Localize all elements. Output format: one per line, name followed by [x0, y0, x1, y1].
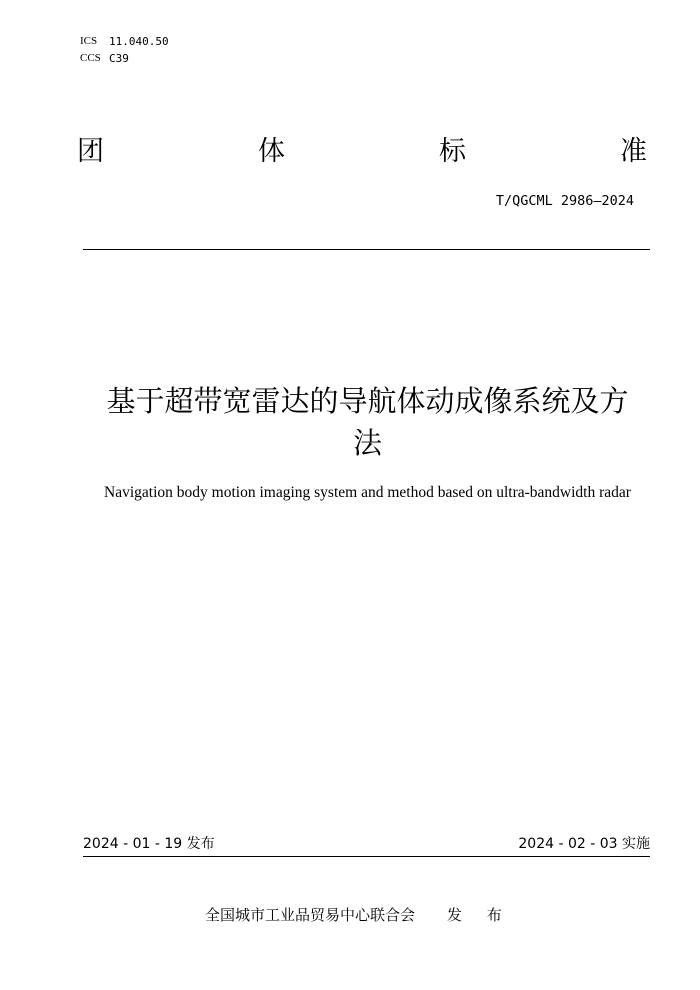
classification-codes: [80, 33, 169, 67]
ccs-label: CCS: [80, 52, 101, 64]
ics-code: 11.040.50: [109, 35, 169, 48]
standard-number: T/QGCML 2986—2024: [495, 193, 634, 209]
ccs-row: [80, 50, 169, 67]
standard-type-heading: [77, 132, 647, 172]
ics-row: [80, 33, 169, 50]
date-row: [83, 835, 650, 853]
standard-type-char: 团: [77, 136, 104, 167]
document-title-cn: [80, 380, 655, 464]
document-title-en: Navigation body motion imaging system and method based on ultra-bandwidth radar: [104, 484, 631, 501]
standard-type-char: 准: [620, 136, 647, 167]
standard-type-char: 标: [439, 136, 466, 167]
bottom-divider: [83, 856, 650, 857]
ics-label: ICS: [80, 35, 98, 47]
issuer-action: 发 布: [447, 906, 512, 924]
implement-date: 2024 - 02 - 03 实施: [518, 836, 650, 852]
issuer-line: [205, 905, 512, 925]
standard-type-char: 体: [258, 136, 285, 167]
title-cn-line-1: 基于超带宽雷达的导航体动成像系统及方: [106, 384, 629, 418]
issuer-organization: 全国城市工业品贸易中心联合会: [205, 906, 416, 924]
publish-date: 2024 - 01 - 19 发布: [83, 836, 215, 852]
title-cn-line-2: 法: [352, 426, 382, 460]
top-divider: [83, 249, 650, 250]
ccs-code: C39: [109, 52, 129, 65]
